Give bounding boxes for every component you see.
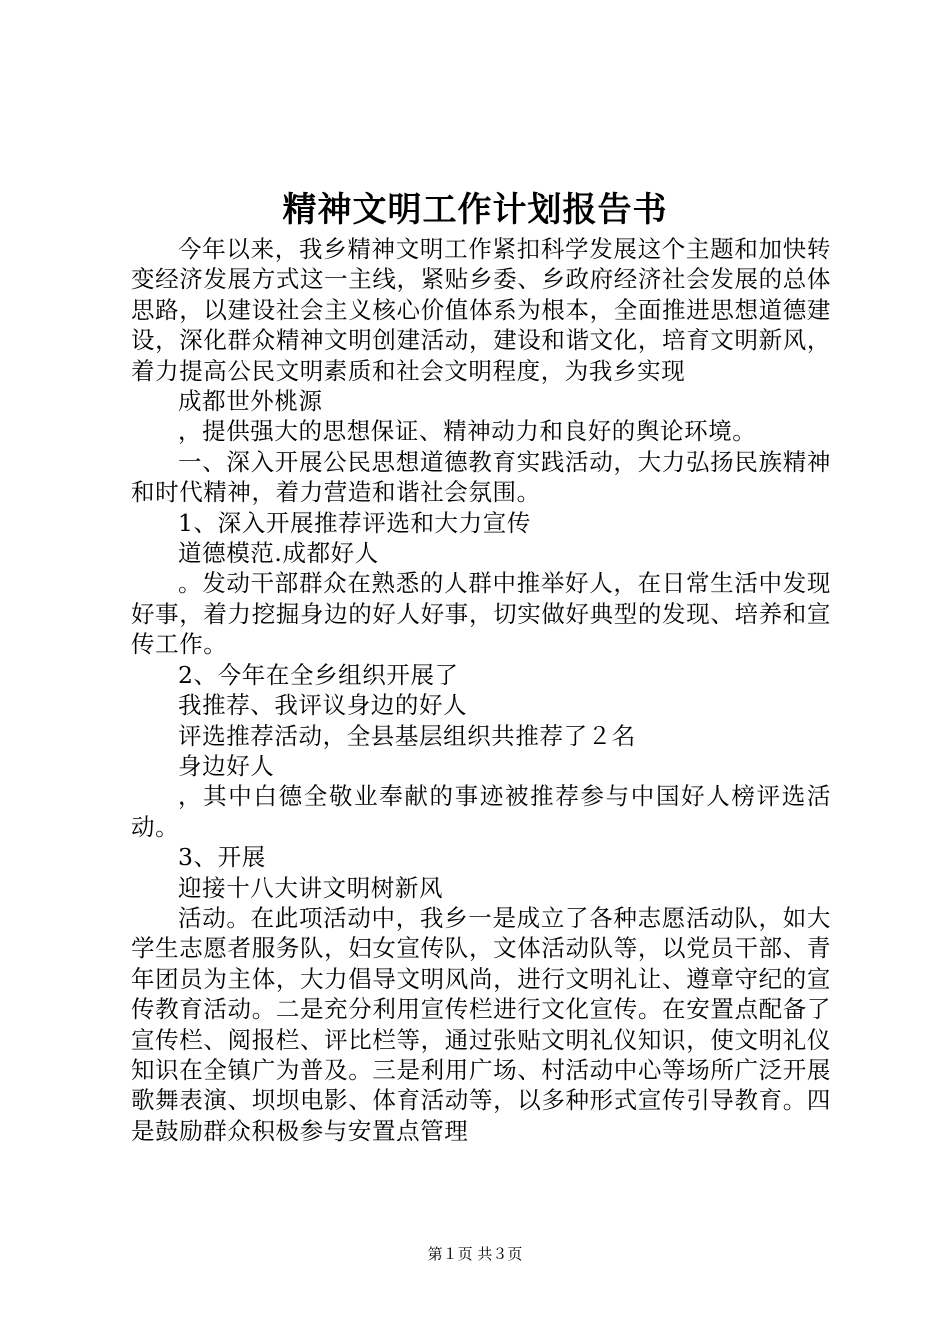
paragraph: 我推荐、我评议身边的好人 [178,691,468,720]
document-title: 精神文明工作计划报告书 [282,190,668,230]
paragraph: 身边好人 [178,751,275,780]
paragraph: 一、深入开展公民思想道德教育实践活动，大力弘扬民族精神和时代精神，着力营造和谐社会氛围。 [131,447,831,507]
paragraph: 3、开展 [178,843,266,872]
paragraph: 活动。在此项活动中，我乡一是成立了各种志愿活动队，如大学生志愿者服务队，妇女宣传队，文体活动队等，以党员干部、青年团员为主体，大力倡导文明风尚，进行文明礼让、遵章守纪的宣传教育活动。二是充分利用宣传栏进行文化宣传。在安置点配备了宣传栏、阅报栏、评比栏等，通过张贴文明礼仪知识，使文明礼仪知识在全镇广为普及。三是利用广场、村活动中心等场所广泛开展歌舞表演、坝坝电影、体育活动等，以多种形式宣传引导教育。四是鼓励群众积极参与安置点管理 [131,903,831,1145]
paragraph: 今年以来，我乡精神文明工作紧扣科学发展这个主题和加快转变经济发展方式这一主线，紧贴乡委、乡政府经济社会发展的总体思路，以建设社会主义核心价值体系为根本，全面推进思想道德建设，深化群众精神文明创建活动，建设和谐文化，培育文明新风，着力提高公民文明素质和社会文明程度，为我乡实现 [131,235,831,385]
paragraph: 评选推荐活动，全县基层组织共推荐了２名 [178,721,636,750]
paragraph: 2、今年在全乡组织开展了 [178,660,459,689]
paragraph: 。发动干部群众在熟悉的人群中推举好人，在日常生活中发现好事，着力挖掘身边的好人好事，切实做好典型的发现、培养和宣传工作。 [131,569,831,659]
paragraph: 道德模范.成都好人 [178,539,379,568]
page-number-footer: 第１页 共３页 [427,1245,523,1263]
paragraph: 1、深入开展推荐评选和大力宣传 [178,508,531,537]
paragraph: 迎接十八大讲文明树新风 [178,873,444,902]
document-body [131,234,831,1146]
paragraph: ，提供强大的思想保证、精神动力和良好的舆论环境。 [178,417,757,446]
paragraph: 成都世外桃源 [178,387,323,416]
paragraph: ，其中白德全敬业奉献的事迹被推荐参与中国好人榜评选活动。 [131,782,831,841]
